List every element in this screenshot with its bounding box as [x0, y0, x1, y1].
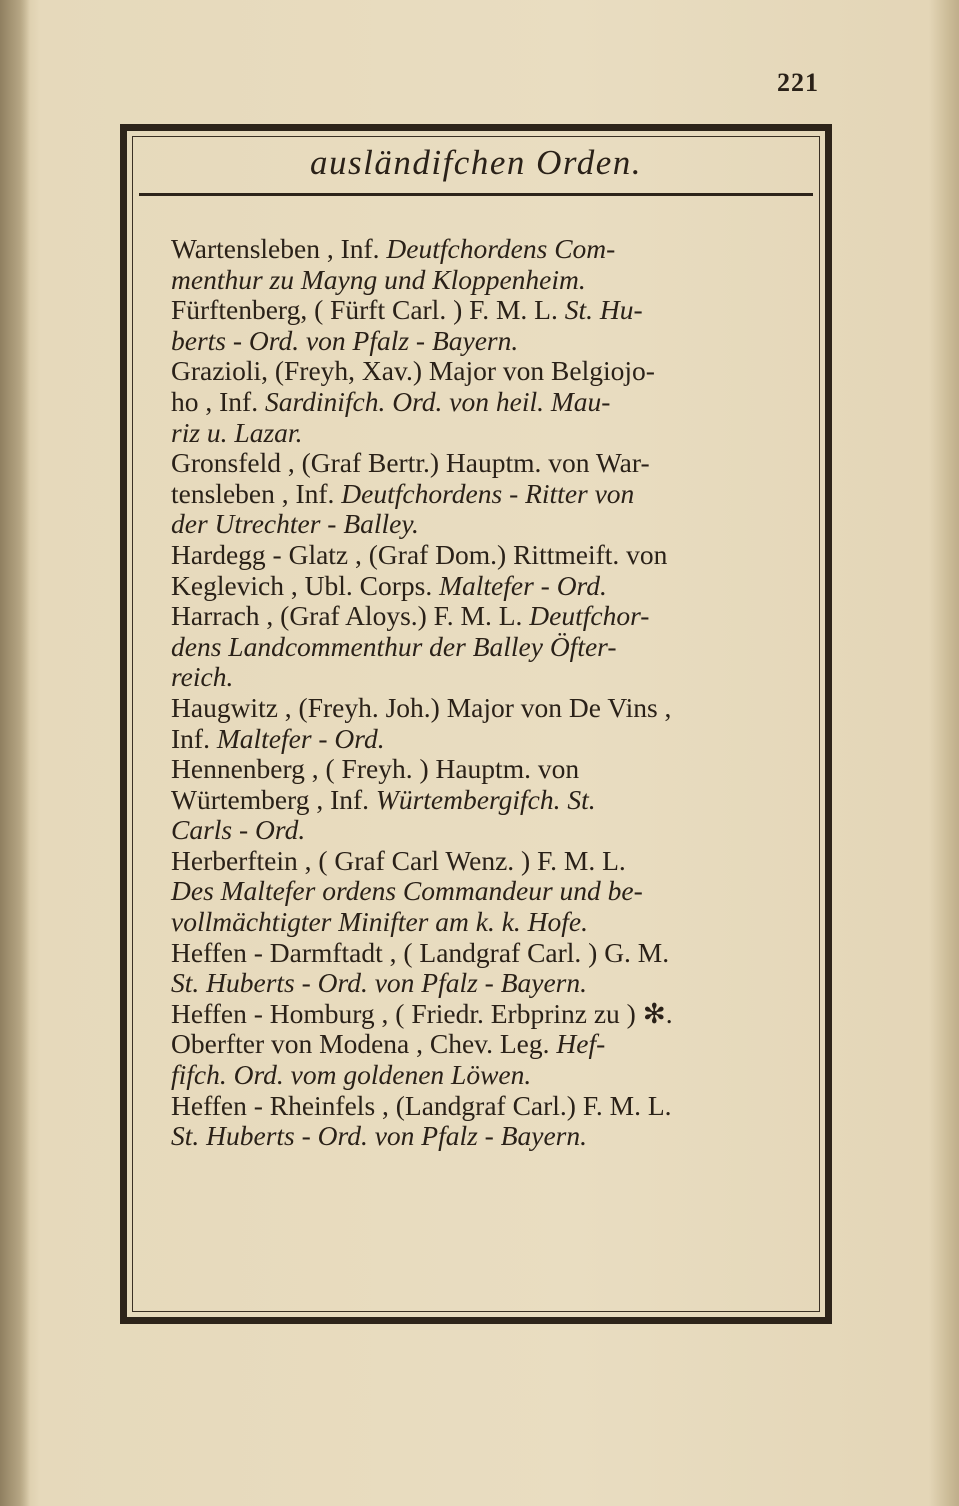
entry-line	[171, 571, 815, 602]
entry-text-italic: Würtembergifch. St.	[375, 783, 596, 815]
entry-line	[171, 1029, 815, 1060]
entry-line	[171, 876, 815, 907]
entry-text-italic: Carls - Ord.	[171, 814, 306, 846]
register-entry	[141, 448, 815, 540]
entry-line	[171, 662, 815, 693]
entry-line	[171, 479, 815, 510]
register-entry	[141, 754, 815, 846]
entry-line	[171, 326, 815, 357]
entry-text-italic: menthur zu Mayng und Kloppenheim.	[171, 263, 586, 295]
entry-text-roman: Gronsfeld , (Graf Bertr.) Hauptm. von War-	[171, 447, 650, 479]
entry-line	[171, 387, 815, 418]
entry-text-italic: St. Huberts - Ord. von Pfalz - Bayern.	[171, 1120, 588, 1152]
register-entry	[141, 356, 815, 448]
entry-text-italic: Des Maltefer ordens Commandeur und be-	[171, 875, 643, 907]
entry-line	[171, 846, 815, 877]
entry-line	[171, 693, 815, 724]
entry-line	[171, 418, 815, 449]
entry-line	[171, 785, 815, 816]
text-frame	[120, 124, 832, 1324]
entry-text-italic: Deutfchor-	[529, 600, 650, 632]
entry-text-roman: Grazioli, (Freyh, Xav.) Major von Belgiojo-	[171, 355, 655, 387]
entry-line	[171, 509, 815, 540]
header-rule	[139, 193, 813, 196]
entry-line	[171, 295, 815, 326]
entry-line	[171, 1091, 815, 1122]
register-entry	[141, 846, 815, 938]
entry-text-roman: Harrach , (Graf Aloys.) F. M. L.	[171, 600, 530, 632]
entry-text-italic: Deutfchordens - Ritter von	[341, 477, 635, 509]
entry-line	[171, 448, 815, 479]
entry-text-roman: Herberftein , ( Graf Carl Wenz. ) F. M. L.	[171, 844, 626, 876]
entry-line	[171, 1121, 815, 1152]
entry-text-roman: Heffen - Darmftadt , ( Landgraf Carl. ) G. M.	[171, 936, 670, 968]
register-entry	[141, 938, 815, 999]
register-entry	[141, 999, 815, 1091]
entry-text-italic: riz u. Lazar.	[171, 416, 303, 448]
register-entry	[141, 234, 815, 295]
register-entry	[141, 1091, 815, 1152]
page-number: 221	[777, 68, 819, 97]
book-gutter	[0, 0, 30, 1506]
entry-text-roman: ho , Inf.	[171, 385, 265, 417]
entry-text-roman: tensleben , Inf.	[171, 477, 342, 509]
entry-text-roman: Wartensleben , Inf.	[171, 233, 387, 264]
entry-text-roman: Hennenberg , ( Freyh. ) Hauptm. von	[171, 753, 580, 785]
entry-text-roman: Inf.	[171, 722, 217, 754]
entry-text-italic: dens Landcommenthur der Balley Öfter-	[171, 630, 617, 662]
entry-list	[141, 234, 815, 1152]
entry-line	[171, 1060, 815, 1091]
entry-line	[171, 356, 815, 387]
entry-line	[171, 999, 815, 1030]
entry-line	[171, 540, 815, 571]
entry-text-roman: Keglevich , Ubl. Corps.	[171, 569, 440, 601]
entry-text-roman: Oberfter von Modena , Chev. Leg.	[171, 1028, 557, 1060]
entry-text-roman: Heffen - Homburg , ( Friedr. Erbprinz zu ) ✻.	[171, 997, 673, 1029]
entry-text-italic: Hef-	[556, 1028, 606, 1060]
entry-text-italic: St. Hu-	[564, 294, 643, 326]
entry-text-italic: fifch. Ord. vom goldenen Löwen.	[171, 1059, 532, 1091]
section-header: ausländifchen Orden.	[310, 143, 642, 182]
entry-text-roman: Würtemberg , Inf.	[171, 783, 376, 815]
entry-text-roman: Haugwitz , (Freyh. Joh.) Major von De Vins ,	[171, 691, 672, 723]
entry-text-italic: Maltefer - Ord.	[439, 569, 607, 601]
entry-text-italic: Deutfchordens Com-	[386, 233, 616, 264]
register-entry	[141, 693, 815, 754]
entry-line	[171, 754, 815, 785]
entry-text-italic: St. Huberts - Ord. von Pfalz - Bayern.	[171, 967, 588, 999]
page-edge	[929, 0, 959, 1506]
entry-line	[171, 815, 815, 846]
entry-line	[171, 265, 815, 296]
entry-line	[171, 907, 815, 938]
entry-line	[171, 938, 815, 969]
entry-text-italic: berts - Ord. von Pfalz - Bayern.	[171, 324, 519, 356]
entry-text-italic: Maltefer - Ord.	[216, 722, 385, 754]
register-entry	[141, 295, 815, 356]
entry-text-roman: Heffen - Rheinfels , (Landgraf Carl.) F. M. L.	[171, 1089, 672, 1121]
entry-line	[171, 968, 815, 999]
entry-text-roman: Fürftenberg, ( Fürft Carl. ) F. M. L.	[171, 294, 565, 326]
entry-line	[171, 601, 815, 632]
entry-text-italic: Sardinifch. Ord. von heil. Mau-	[264, 385, 611, 417]
register-entry	[141, 601, 815, 693]
entry-text-italic: vollmächtigter Minifter am k. k. Hofe.	[171, 906, 588, 938]
entry-line	[171, 632, 815, 663]
entry-text-italic: reich.	[171, 661, 234, 693]
entry-line	[171, 234, 815, 265]
entry-line	[171, 724, 815, 755]
register-entry	[141, 540, 815, 601]
entry-text-italic: der Utrechter - Balley.	[171, 508, 419, 540]
entry-text-roman: Hardegg - Glatz , (Graf Dom.) Rittmeift. von	[171, 538, 668, 570]
